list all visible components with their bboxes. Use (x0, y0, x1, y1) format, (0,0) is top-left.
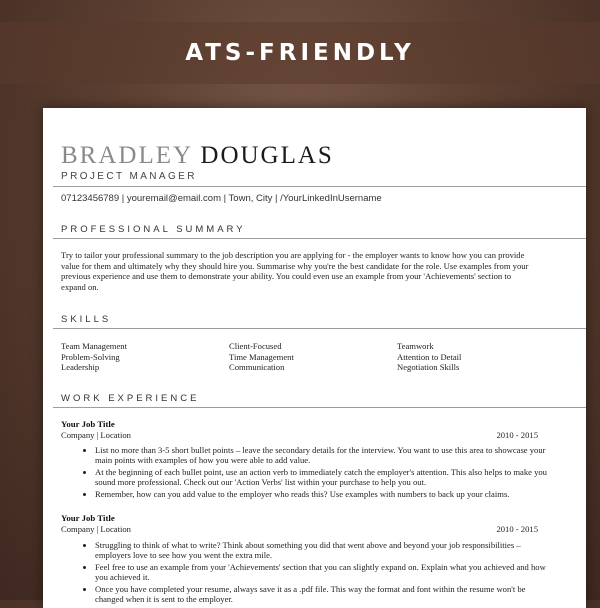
bullet-item: • List no more than 3-5 short bullet points – leave the secondary details for the interview. You want to use this area to showcase your main points with examples of how you were able to add value. (95, 445, 555, 466)
skill-item: Attention to Detail (397, 351, 462, 362)
skill-item: Team Management (61, 341, 127, 351)
work-heading: WORK EXPERIENCE (61, 393, 200, 404)
divider (53, 407, 586, 408)
job-bullets (79, 540, 555, 605)
job-role: PROJECT MANAGER (61, 171, 197, 182)
skills-grid (61, 341, 541, 373)
bullet-item: • At the beginning of each bullet point, use an action verb to immediately catch the employer's attention. This also helps to make you sound more professional. Check out our 'Action Verbs' list within your purchase to help you out. (95, 467, 555, 488)
skill-item: Negotiation Skills (397, 362, 460, 372)
skill-item: Leadership (61, 362, 100, 372)
last-name: DOUGLAS (200, 142, 334, 169)
job-company: Company | Location (61, 524, 131, 534)
job-dates: 2010 - 2015 (496, 430, 538, 440)
skill-item: Communication (229, 362, 285, 372)
first-name: BRADLEY (61, 142, 193, 169)
bullet-item: • Struggling to think of what to write? Think about something you did that went above and beyond your job responsibilities – employers love to see how you went the extra mile. (95, 540, 555, 561)
divider (53, 238, 586, 239)
skill-item: Time Management (229, 351, 294, 362)
resume-page (43, 108, 586, 608)
job-title: Your Job Title (61, 513, 115, 523)
job-dates: 2010 - 2015 (496, 524, 538, 534)
job-company: Company | Location (61, 430, 131, 440)
bullet-item: • Feel free to use an example from your 'Achievements' section that you can slightly expand on. Explain what you achieved and how you achieved it. (95, 562, 555, 583)
contact-line: 07123456789 | youremail@email.com | Town, City | /YourLinkedInUsername (61, 193, 382, 204)
job-bullets (79, 445, 555, 500)
skill-item: Problem-Solving (61, 351, 120, 362)
candidate-name (61, 142, 334, 170)
job-title: Your Job Title (61, 419, 115, 429)
bullet-item: • Once you have completed your resume, always save it as a .pdf file. This way the format and font within the resume won't be changed when it is sent to the employer. (95, 584, 555, 605)
bullet-item: • Remember, how can you add value to the employer who reads this? Use examples with numbers to back up your claims. (95, 489, 555, 499)
skill-item: Client-Focused (229, 341, 282, 351)
banner-title: ATS-FRIENDLY (185, 40, 415, 66)
skills-heading: SKILLS (61, 314, 112, 325)
divider (53, 186, 586, 187)
skill-item: Teamwork (397, 341, 434, 351)
summary-text: Try to tailor your professional summary to the job description you are applying for - the employer wants to know how you can provide value for them and ultimately why they should hire you. Summarise why you're the best candidate for the role. Use examples from your previous experience and use them to demonstrate your ability. You could even use an example from your 'Achievements' section to expand on. (61, 250, 529, 292)
summary-heading: PROFESSIONAL SUMMARY (61, 224, 246, 235)
banner (0, 22, 600, 84)
divider (53, 328, 586, 329)
